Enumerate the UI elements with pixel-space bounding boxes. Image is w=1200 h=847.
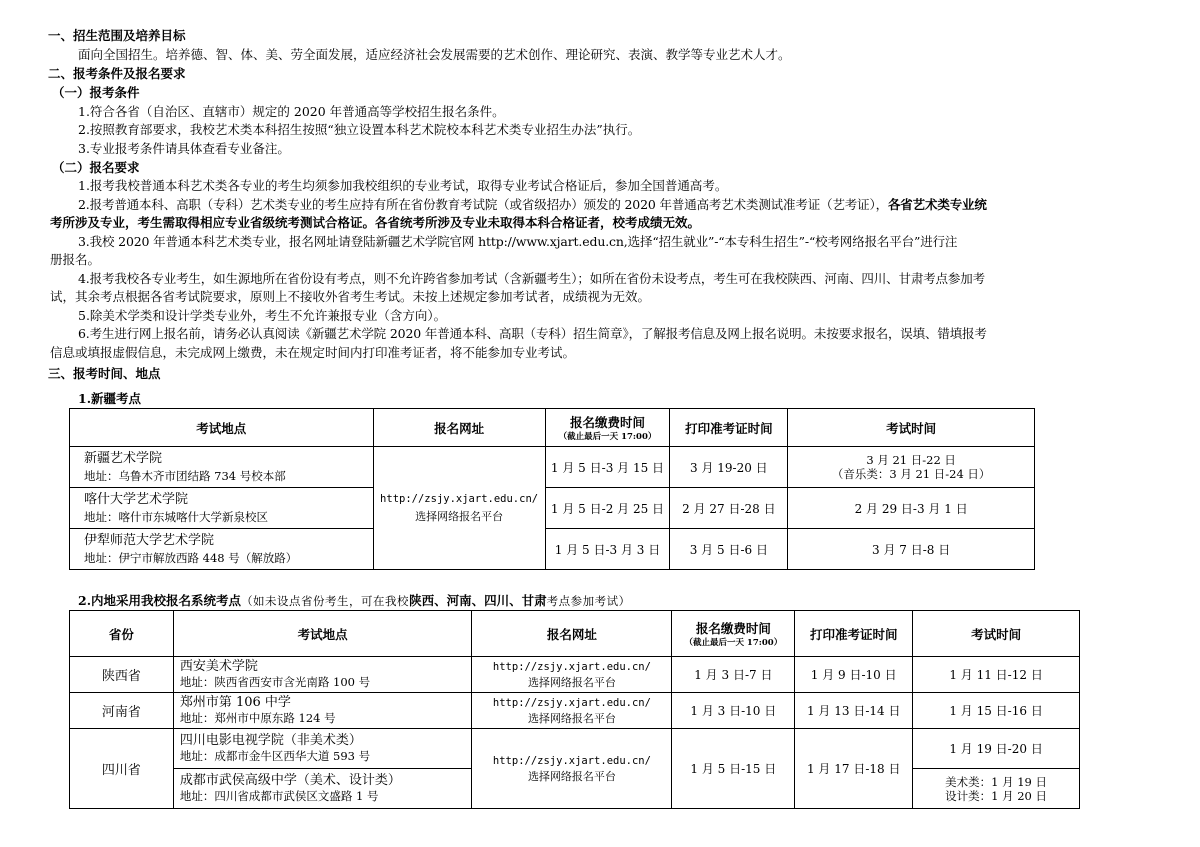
site-cell [173,657,472,693]
table-row [70,693,1080,729]
site-cell [173,729,472,769]
site-address: 地址：乌鲁木齐市团结路 734 号校本部 [84,469,286,483]
header-url: 报名网址 [472,611,672,657]
exam-time: 1 月 11 日-12 日 [913,657,1080,693]
registration-item-6: 6.考生进行网上报名前，请务必认真阅读《新疆艺术学院 2020 年普通本科、高职（专科）招生简章》，了解报考信息及网上报名说明。未按要求报名，误填、错填报考 [78,326,987,341]
section-1-text: 面向全国招生。培养德、智、体、美、劳全面发展，适应经济社会发展需要的艺术创作、理论研究、表演、教学等专业艺术人才。 [78,47,791,62]
site-address: 地址：郑州市中原东路 124 号 [179,711,336,725]
site-address: 地址：成都市金牛区西华大道 593 号 [179,749,371,763]
registration-item-6-continued: 信息或填报虚假信息，未完成网上缴费，未在规定时间内打印准考证者，将不能参加专业考试。 [50,345,576,360]
header-print: 打印准考证时间 [795,611,913,657]
exam-time: 3 月 7 日-8 日 [788,529,1035,570]
exam-time: 1 月 15 日-16 日 [913,693,1080,729]
registration-item-2 [78,196,987,213]
registration-item-3-continued: 册报名。 [50,252,101,267]
xinjiang-sites-table [69,408,1035,570]
section-2a-title: （一）报考条件 [52,85,140,100]
registration-item-2-bold: 各省艺术类专业统 [887,197,987,212]
requirement-item-1: 1.符合各省（自治区、直辖市）规定的 2020 年普通高等学校招生报名条件。 [78,104,505,119]
registration-url: http://zsjy.xjart.edu.cn/ [492,754,651,767]
requirement-item-2: 2.按照教育部要求，我校艺术类本科招生按照“独立设置本科艺术院校本科艺术类专业招生办法”执行。 [78,122,641,137]
province-cell: 四川省 [70,729,174,809]
header-fee-label: 报名缴费时间 [569,414,645,430]
print-time: 1 月 13 日-14 日 [795,693,913,729]
site-name: 喀什大学艺术学院 [84,492,189,507]
exam-time-music: （音乐类：3 月 21 日-24 日） [831,467,991,481]
header-fee-note: （截止最后一天 17:00） [558,431,657,442]
registration-url-note: 选择网络报名平台 [527,675,616,689]
table-2-title-bold: 2.内地采用我校报名系统考点 [78,593,242,608]
table-row [70,657,1080,693]
registration-url-cell [472,657,672,693]
exam-time-design: 设计类：1 月 20 日 [945,788,1048,803]
exam-time [913,769,1080,809]
header-url: 报名网址 [373,409,545,447]
registration-url-note: 选择网络报名平台 [415,510,504,523]
site-name: 郑州市第 106 中学 [179,695,291,710]
print-time: 2 月 27 日-28 日 [670,488,788,529]
table-1-title: 1.新疆考点 [78,391,142,406]
header-fee [545,409,670,447]
table-row [70,729,1080,769]
registration-url: http://zsjy.xjart.edu.cn/ [380,493,539,505]
site-cell [173,769,472,809]
registration-item-2-text: 2.报考普通本科、高职（专科）艺术类专业的考生应持有所在省份教育考试院（或省级招办）颁发的 2020 年普通高考艺术类测试准考证（艺考证）， [78,197,888,212]
header-exam: 考试时间 [788,409,1035,447]
table-2-note-provinces: 陕西、河南、四川、甘肃 [409,593,547,608]
section-1-title: 一、招生范围及培养目标 [48,28,186,43]
registration-url-note: 选择网络报名平台 [527,769,616,783]
site-cell [173,693,472,729]
site-cell [70,529,374,570]
site-name: 西安美术学院 [179,659,258,674]
section-3-title: 三、报考时间、地点 [48,366,161,381]
registration-url-cell [373,447,545,570]
fee-time: 1 月 5 日-3 月 15 日 [545,447,670,488]
fee-time: 1 月 3 日-10 日 [672,693,795,729]
header-place: 考试地点 [70,409,374,447]
site-name: 新疆艺术学院 [84,451,163,466]
requirement-item-3: 3.专业报考条件请具体查看专业备注。 [78,141,290,156]
fee-time: 1 月 3 日-7 日 [672,657,795,693]
site-address: 地址：四川省成都市武侯区文盛路 1 号 [179,789,379,803]
site-name: 成都市武侯高级中学（美术、设计类） [179,773,401,788]
registration-item-3: 3.我校 2020 年普通本科艺术类专业，报名网址请登陆新疆艺术学院官网 http://www.xjart.edu.cn,选择“招生就业”-“本专科生招生”-“校考网络报名平台”进行注 [78,234,958,249]
header-fee-note: （截止最后一天 17:00） [684,637,783,648]
registration-item-4-continued: 试，其余考点根据各省考试院要求，原则上不接收外省考生考试。未按上述规定参加考试者，成绩视为无效。 [50,289,651,304]
section-2b-title: （二）报名要求 [52,160,140,175]
fee-time: 1 月 5 日-2 月 25 日 [545,488,670,529]
header-exam: 考试时间 [913,611,1080,657]
table-header-row [70,409,1035,447]
province-cell: 陕西省 [70,657,174,693]
table-2-note: （如未设点省份考生，可在我校 [241,594,410,608]
inland-sites-table [69,610,1080,809]
header-place: 考试地点 [173,611,472,657]
registration-item-5: 5.除美术学类和设计学类专业外，考生不允许兼报专业（含方向）。 [78,308,447,323]
registration-item-1: 1.报考我校普通本科艺术类各专业的考生均须参加我校组织的专业考试，取得专业考试合格证后，参加全国普通高考。 [78,178,728,193]
registration-item-4: 4.报考我校各专业考生，如生源地所在省份设有考点，则不允许跨省参加考试（含新疆考生）；如所在省份未设考点，考生可在我校陕西、河南、四川、甘肃考点参加考 [78,271,985,286]
registration-url-note: 选择网络报名平台 [527,711,616,725]
site-cell [70,488,374,529]
site-address: 地址：伊宁市解放西路 448 号（解放路） [84,551,298,565]
section-2-title: 二、报考条件及报名要求 [48,66,186,81]
registration-item-2-continued: 考所涉及专业，考生需取得相应专业省级统考测试合格证。各省统考所涉及专业未取得本科合格证者，校考成绩无效。 [50,215,701,230]
print-time: 1 月 17 日-18 日 [795,729,913,809]
print-time: 3 月 19-20 日 [670,447,788,488]
exam-time-art: 美术类：1 月 19 日 [945,774,1048,789]
site-address: 地址：喀什市东城喀什大学新泉校区 [84,510,268,524]
print-time: 3 月 5 日-6 日 [670,529,788,570]
registration-url-cell [472,693,672,729]
registration-url: http://zsjy.xjart.edu.cn/ [492,696,651,709]
table-row [70,488,1035,529]
province-cell: 河南省 [70,693,174,729]
header-fee [672,611,795,657]
site-name: 四川电影电视学院（非美术类） [179,733,362,748]
header-fee-label: 报名缴费时间 [695,620,771,636]
exam-time: 1 月 19 日-20 日 [913,729,1080,769]
exam-time: 2 月 29 日-3 月 1 日 [788,488,1035,529]
exam-time-main: 3 月 21 日-22 日 [866,453,956,467]
header-print: 打印准考证时间 [670,409,788,447]
header-province: 省份 [70,611,174,657]
site-cell [70,447,374,488]
table-2-note-end: 考点参加考试） [546,594,631,608]
fee-time: 1 月 5 日-15 日 [672,729,795,809]
registration-url: http://zsjy.xjart.edu.cn/ [492,660,651,673]
exam-time [788,447,1035,488]
registration-url-cell [472,729,672,809]
table-header-row [70,611,1080,657]
site-name: 伊犁师范大学艺术学院 [84,533,215,548]
site-address: 地址：陕西省西安市含光南路 100 号 [179,675,371,689]
print-time: 1 月 9 日-10 日 [795,657,913,693]
table-2-title [78,592,631,610]
table-row [70,447,1035,488]
fee-time: 1 月 5 日-3 月 3 日 [545,529,670,570]
table-row [70,529,1035,570]
